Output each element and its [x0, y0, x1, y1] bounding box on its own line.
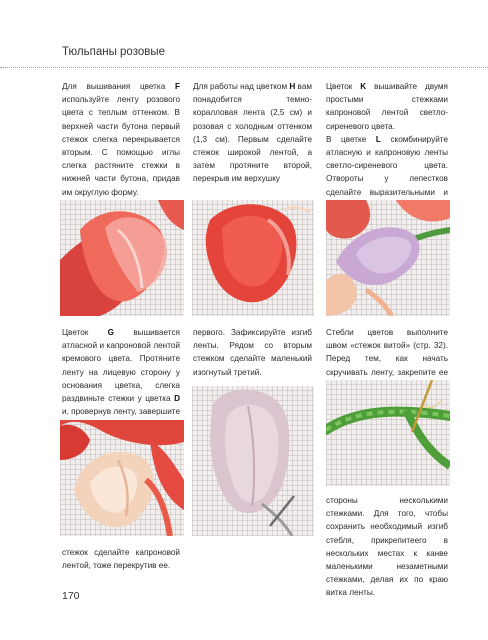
- header-divider: [0, 67, 488, 68]
- photo-tulip-lilac-needle: [192, 386, 314, 536]
- flower-letter-h: H: [289, 82, 296, 91]
- text-block-flower-h: [193, 80, 312, 186]
- text-block-flower-g: [62, 326, 180, 432]
- text-segment: вышивается атласной и капроновой лентой кремового цвета. Протяните ленту на лицевую сторону у основания цветка, слегка раздвиньте стежки у цветка: [62, 328, 180, 404]
- photo-tulip-h: [192, 200, 314, 316]
- text-segment: Стебли цветов выполните швом «стежок витой» (стр. 32). Перед тем, как начать скручивать ленту, закрепите ее: [326, 328, 448, 377]
- text-segment: и, провернув ленту, завершите: [62, 407, 180, 417]
- text-segment: скомбинируйте атласную и капроновую ленты светло-сиреневого цвета. Отвороты у лепестков сделайте выразительными и: [326, 134, 448, 197]
- flower-letter-d: D: [174, 394, 180, 404]
- photo-stem-twisted: [326, 380, 450, 486]
- text-block-flower-k-l: [326, 80, 448, 212]
- page-header-title: Тюльпаны розовые: [62, 46, 166, 58]
- text-segment: Для вышивания цветка: [62, 82, 175, 91]
- text-segment: Цветок: [326, 82, 361, 91]
- text-segment: вам понадобится темно-коралловая лента (2,5 см) и розовая с холодным оттенком (1,3 см). Первым сделайте стежок широкой лентой, а затем протяните второй, перекрыв им верхушку: [193, 82, 312, 184]
- text-segment: В цветке: [326, 134, 376, 144]
- text-segment: Цветок: [62, 328, 108, 337]
- text-segment: стежок сделайте капроновой лентой, тоже перекрутив ее.: [62, 548, 180, 571]
- text-segment: используйте ленту розового цвета с теплым оттенком. В верхней части бутона первый стежок слегка перекрывается вторым. С помощью иглы слегка растяните стежки в нижней части бутона, придав им округлую форму.: [62, 95, 180, 197]
- flower-letter-g: G: [107, 328, 115, 337]
- text-block-flower-h-continued: [193, 326, 312, 379]
- text-block-flower-f: [62, 80, 180, 199]
- text-segment: стороны несколькими стежками. Для того, чтобы сохранить необходимый изгиб стебля, прикрепитеего в нескольких местах к канве маленькими незаметными стежками, делая их по краю витка ленты.: [326, 496, 448, 598]
- flower-letter-k: K: [360, 82, 367, 91]
- photo-tulip-k-l: [326, 200, 450, 316]
- text-segment: вышивайте двумя простыми стежками капроновой лентой светло-сиреневого цвета.: [326, 82, 448, 131]
- text-block-flower-g-continued: [62, 546, 180, 572]
- flower-letter-f: F: [174, 82, 180, 91]
- text-block-stems-continued: [326, 494, 448, 600]
- text-segment: первого. Зафиксируйте изгиб ленты. Рядом со вторым стежком сделайте маленький изогнутый третий.: [193, 328, 312, 377]
- text-segment: Для работы над цветком: [193, 82, 290, 91]
- flower-letter-l: L: [375, 134, 381, 144]
- page-number: 170: [62, 590, 80, 602]
- photo-tulip-f: [60, 200, 184, 316]
- photo-tulip-g: [60, 420, 184, 536]
